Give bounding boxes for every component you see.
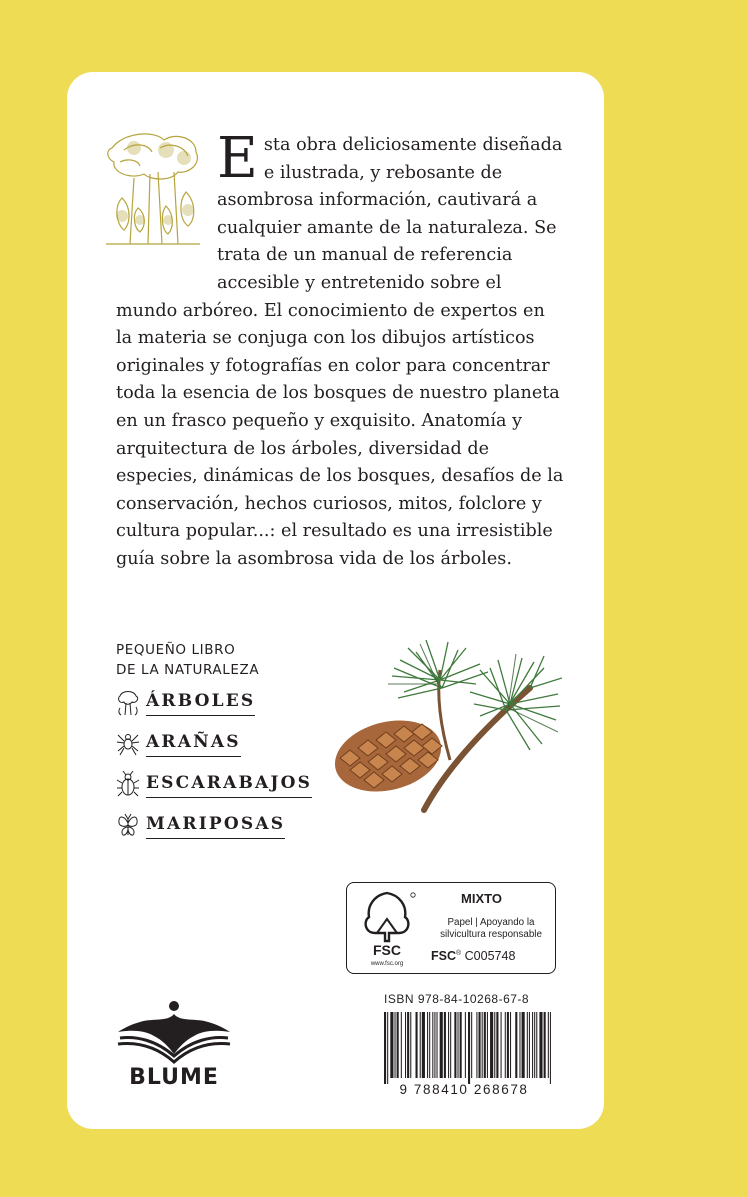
- barcode-bar: [420, 1012, 421, 1078]
- barcode-bar: [422, 1012, 425, 1078]
- pine-cone-branch-illustration: [330, 640, 562, 820]
- fsc-code-number: C005748: [464, 949, 516, 963]
- barcode-bar: [487, 1012, 488, 1078]
- book-blurb: [116, 126, 566, 574]
- barcode-bar: [387, 1012, 388, 1084]
- barcode-bar: [479, 1012, 481, 1078]
- fsc-code-prefix: FSC: [431, 949, 456, 963]
- fsc-logo-url: www.fsc.org: [370, 961, 404, 967]
- barcode-bar: [448, 1012, 449, 1078]
- barcode-bar: [384, 1012, 386, 1084]
- barcode-bar: [519, 1012, 520, 1078]
- barcode-bar: [482, 1012, 483, 1078]
- barcode-bar: [490, 1012, 493, 1078]
- barcode-bar: [465, 1012, 466, 1078]
- barcode-bar: [434, 1012, 435, 1078]
- barcode-bar: [496, 1012, 498, 1078]
- barcode-bar: [507, 1012, 509, 1078]
- barcode-bar: [539, 1012, 542, 1078]
- publisher-name: BLUME: [129, 1065, 219, 1090]
- blurb-text: sta obra deliciosamente diseñada e ilustrada, y rebosante de asombrosa información, cautivará a cualquier amante de la naturaleza. Se trata de un manual de referencia accesible y entretenido sobre el mundo arbóreo. El conocimiento de expertos en la materia se conjuga con los dibujos artísticos originales y fotografías en color para concentrar toda la esencia de los bosques de nuestro planeta en un frasco pequeño y exquisito. Anatomía y arquitectura de los árboles, diversidad de especies, dinámicas de los bosques, desafíos de la conservación, hechos curiosos, mitos, folclore y cultura popular...: el resultado es una irresistible guía sobre la asombrosa vida de los árboles.: [116, 135, 564, 569]
- tree-icon: [116, 688, 140, 716]
- fsc-code: FSC® C005748: [431, 949, 516, 963]
- barcode-bar: [510, 1012, 511, 1078]
- barcode-bar: [471, 1012, 472, 1078]
- barcode-bar: [536, 1012, 537, 1078]
- drop-cap-letter: E: [217, 126, 258, 191]
- barcode-bar: [532, 1012, 533, 1078]
- barcode-bar: [407, 1012, 409, 1078]
- beetle-icon: [116, 770, 140, 798]
- barcode-bar: [550, 1012, 551, 1084]
- barcode-bar: [416, 1012, 418, 1078]
- barcode-bar: [544, 1012, 546, 1078]
- series-heading: [116, 640, 259, 680]
- barcode-bar: [440, 1012, 443, 1078]
- fsc-certification-label: [346, 882, 556, 974]
- series-item-label: ÁRBOLES: [146, 691, 255, 716]
- series-heading-line1: PEQUEÑO LIBRO: [116, 642, 236, 658]
- barcode-bar: [395, 1012, 396, 1078]
- isbn-number: ISBN 978-84-10268-67-8: [384, 992, 530, 1006]
- barcode-bar: [410, 1012, 411, 1078]
- barcode-bar: [476, 1012, 477, 1078]
- barcode-bar: [529, 1012, 530, 1078]
- barcode-bar: [397, 1012, 399, 1078]
- barcode-bar: [494, 1012, 495, 1078]
- barcode-bar: [454, 1012, 456, 1078]
- barcode-bar: [468, 1012, 470, 1084]
- fsc-title: MIXTO: [461, 891, 502, 906]
- barcode-bar: [401, 1012, 402, 1078]
- barcode-bar: [534, 1012, 535, 1078]
- barcode-bar: [501, 1012, 502, 1078]
- butterfly-icon: [116, 811, 140, 839]
- barcode-bar: [432, 1012, 433, 1078]
- barcode-bar: [429, 1012, 430, 1078]
- barcode-bar: [390, 1012, 393, 1078]
- series-item-label: MARIPOSAS: [146, 814, 285, 839]
- barcode-bar: [548, 1012, 549, 1078]
- fsc-description: Papel | Apoyando la silvicultura responsable: [440, 917, 542, 940]
- barcode-bar: [515, 1012, 517, 1078]
- barcode-bar: [505, 1012, 506, 1078]
- blume-publisher-logo: [110, 1000, 238, 1090]
- barcode-bar: [458, 1012, 459, 1078]
- barcode-bar: [427, 1012, 428, 1078]
- barcode-bar: [450, 1012, 451, 1078]
- barcode-bar: [437, 1012, 438, 1078]
- series-item-label: ESCARABAJOS: [146, 773, 312, 798]
- fsc-logo-text: FSC: [373, 942, 401, 958]
- barcode-digits: 9 788410 268678: [399, 1082, 529, 1096]
- barcode-bar: [444, 1012, 446, 1078]
- barcode-bar: [405, 1012, 406, 1078]
- barcode-bar: [527, 1012, 528, 1078]
- isbn-barcode: [370, 1010, 558, 1096]
- barcode-bar: [460, 1012, 462, 1078]
- spider-icon: [116, 729, 140, 757]
- fsc-tree-logo-icon: [355, 889, 419, 967]
- barcode-bar: [522, 1012, 525, 1078]
- series-heading-line2: DE LA NATURALEZA: [116, 662, 260, 678]
- barcode-bar: [484, 1012, 486, 1078]
- series-item-label: ARAÑAS: [146, 732, 241, 757]
